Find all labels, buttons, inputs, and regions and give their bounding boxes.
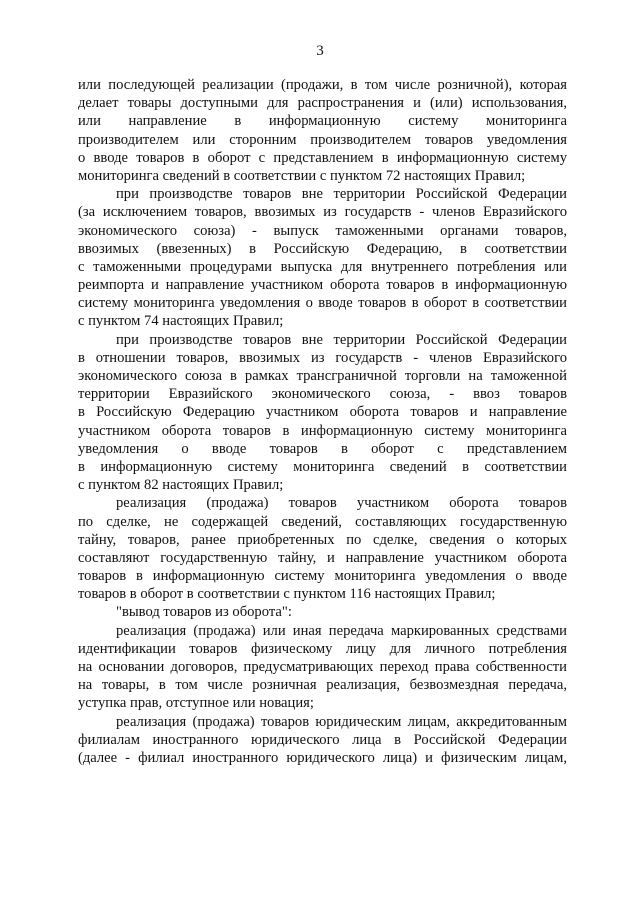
text-line: в Российскую Федерацию участником оборота товаров и направление	[78, 404, 567, 421]
text-line: экономического союза в рамках трансграничной торговли на таможенной	[78, 368, 567, 384]
text-line: при производстве товаров вне территории Российской Федерации	[116, 186, 567, 203]
text-line: при производстве товаров вне территории Российской Федерации	[116, 331, 567, 348]
text-line: участником оборота товаров в информационную систему мониторинга	[78, 422, 567, 439]
text-line: реализация (продажа) товаров юридическим лицам, аккредитованным	[116, 713, 567, 730]
text-line: филиалам иностранного юридического лица в Российской Федерации	[78, 731, 567, 748]
text-line: с пунктом 82 настоящих Правил;	[78, 477, 284, 494]
text-line: экономического союза) - выпуск таможенными органами товаров,	[78, 222, 567, 239]
text-line: мониторинга сведений в соответствии с пунктом 72 настоящих Правил;	[78, 167, 526, 184]
text-line: уведомления о вводе товаров в оборот с представлением	[78, 440, 567, 457]
text-line: или последующей реализации (продажи, в том числе розничной), которая	[78, 77, 567, 93]
text-line: делает товары доступными для распространения и (или) использования,	[78, 95, 567, 112]
text-line: или направление в информационную систему мониторинга	[78, 113, 567, 130]
page-number: 3	[316, 43, 324, 59]
text-line: систему мониторинга уведомления о вводе товаров в оборот в соответствии	[78, 295, 567, 312]
text-line: составляют государственную тайну, и направление участником оборота	[78, 549, 567, 566]
text-line: (за исключением товаров, ввозимых из государств - членов Евразийского	[78, 204, 567, 221]
text-line: уступка прав, отступное или новация;	[78, 695, 314, 712]
text-line: на основании договоров, предусматривающих переход права собственности	[78, 659, 567, 675]
text-line: товаров в информационную систему мониторинга уведомления о вводе	[78, 568, 567, 585]
text-line: в отношении товаров, ввозимых из государств - членов Евразийского	[78, 349, 567, 366]
text-line: (далее - филиал иностранного юридического лица) и физическим лицам,	[78, 749, 567, 766]
text-line: идентификации товаров физическому лицу для личного потребления	[78, 640, 567, 657]
text-line: реализация (продажа) или иная передача маркированных средствами	[116, 622, 567, 639]
text-line: с таможенными процедурами выпуска для внутреннего потребления или	[78, 258, 567, 275]
text-line: товаров в оборот в соответствии с пунктом 116 настоящих Правил;	[78, 586, 496, 603]
document-body	[78, 76, 567, 767]
text-line: реализация (продажа) товаров участником оборота товаров	[116, 495, 567, 512]
text-line: тайну, товаров, ранее приобретенных по сделке, сведения о которых	[78, 531, 567, 548]
text-line: ввозимых (ввезенных) в Российскую Федерацию, в соответствии	[78, 240, 567, 257]
text-line: на товары, в том числе розничная реализация, безвозмездная передача,	[78, 677, 567, 694]
text-line: с пунктом 74 настоящих Правил;	[78, 313, 284, 330]
text-line: территории Евразийского экономического союза, - ввоз товаров	[78, 386, 567, 403]
text-line: реимпорта и направление участником оборота товаров в информационную	[78, 277, 567, 294]
text-line: в информационную систему мониторинга сведений в соответствии	[78, 458, 567, 475]
text-line: производителем или сторонним производителем товаров уведомления	[78, 131, 567, 148]
text-line: "вывод товаров из оборота":	[116, 604, 292, 621]
text-line: по сделке, не содержащей сведений, составляющих государственную	[78, 513, 567, 530]
text-line: о вводе товаров в оборот с представлением в информационную систему	[78, 149, 567, 166]
